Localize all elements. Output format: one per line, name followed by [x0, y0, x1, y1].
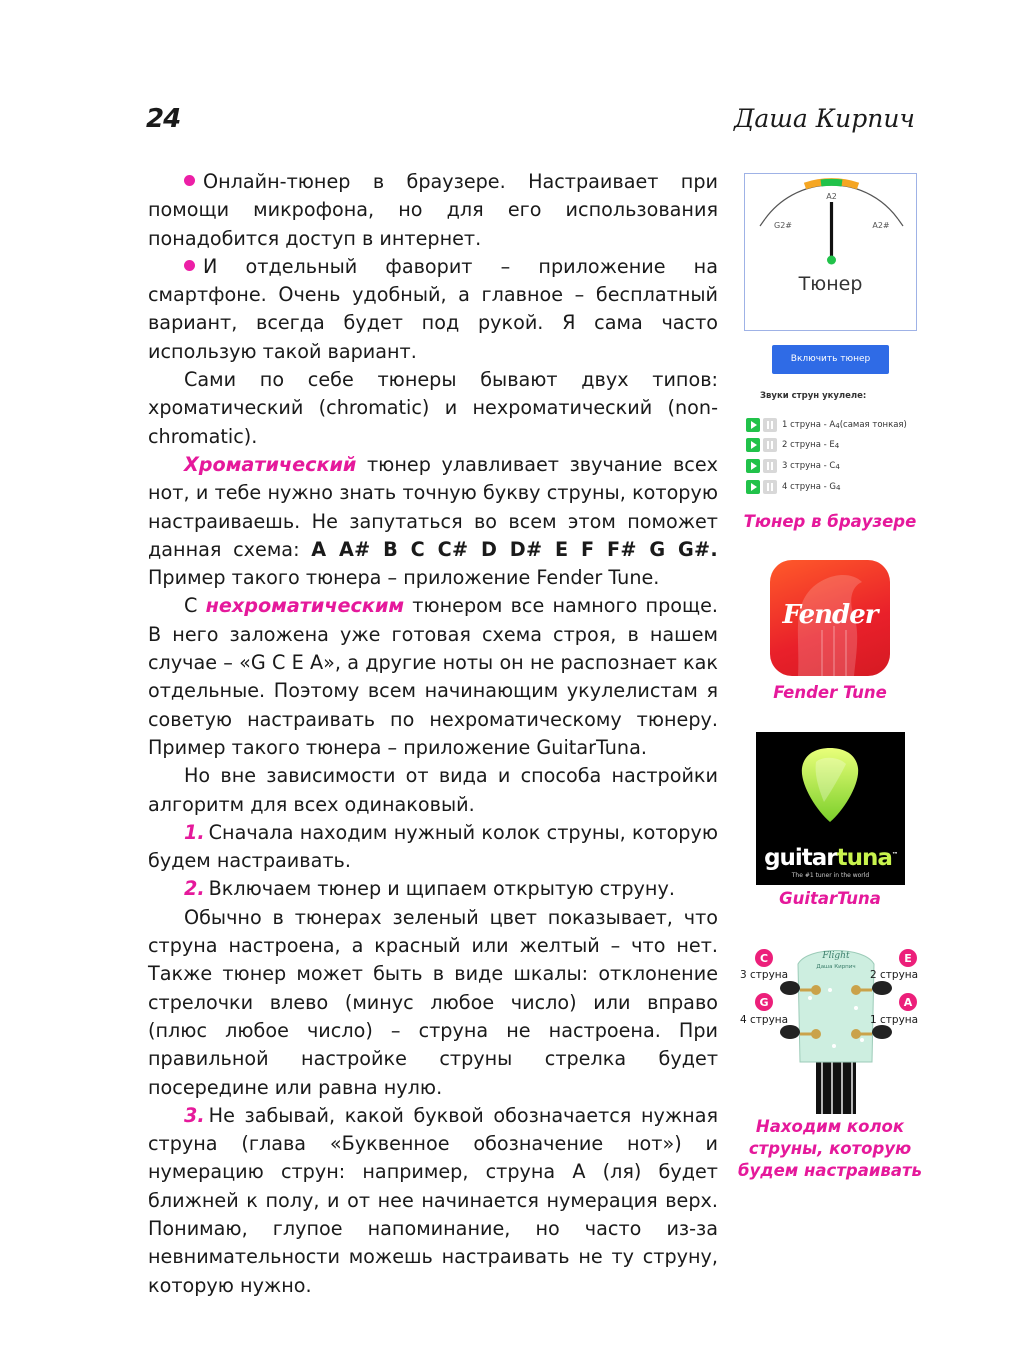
- page-number: 24: [146, 104, 181, 134]
- paragraph-nonchromatic: С нехроматическим тюнером все намного проще. В него заложена уже готовая схема строя, в нашем случае – «G C E A», а другие ноты он не распознает как отдельные. Поэтому всем начинающим укулелистам я советую настраивать по нехроматическому тюнеру. Пример такого тюнера – приложение GuitarTuna.: [148, 594, 718, 759]
- main-text: [148, 168, 718, 1300]
- step-number: 1.: [184, 820, 205, 844]
- pause-icon[interactable]: [763, 480, 777, 494]
- tuner-left-note: G2#: [774, 221, 792, 230]
- guitar-pick-icon: [756, 732, 905, 842]
- paragraph-algorithm: Но вне зависимости от вида и способа настройки алгоритм для всех одинаковый.: [148, 764, 718, 816]
- bullet-item-browser-tuner: Онлайн-тюнер в браузере. Настраивает при помощи микрофона, но для его использования понадобится доступ в интернет.: [148, 170, 718, 250]
- step-number: 3.: [184, 1103, 205, 1127]
- peg-label-3: 3 струна: [740, 969, 789, 981]
- caption-headstock: Находим колок струны, которую будем настраивать: [738, 1117, 922, 1180]
- guitartuna-tagline: The #1 tuner in the world: [791, 872, 870, 879]
- step-3: 3. Не забывай, какой буквой обозначается нужная струна (глава «Буквенное обозначение нот») и нумерацию струн: например, струна A (ля) будет ближней к полу, и от нее начинается нумерация верх. Понимаю, глупое напоминание, но часто из-за невнимательности можешь настраивать не ту струну, которую нужно.: [148, 1103, 718, 1297]
- bullet-icon: [184, 260, 195, 271]
- play-icon[interactable]: [746, 480, 760, 494]
- guitartuna-logo: guitartuna™: [764, 845, 897, 871]
- enable-tuner-button[interactable]: Включить тюнер: [772, 345, 889, 374]
- svg-text:G: G: [759, 996, 769, 1009]
- strings-title: Звуки струн укулеле:: [760, 391, 867, 401]
- string-row-1: 1 струна - A 4 (самая тонкая): [746, 417, 907, 433]
- paragraph-tuner-colors: Обычно в тюнерах зеленый цвет показывает, что струна настроена, а красный или желтый – что нет. Также тюнер может быть в виде шкалы: отклонение стрелочки влево (минус любое число) или вправо (плюс любое число) – струна не настроена. При правильной настройке струны стрелка будет посередине или равна нулю.: [148, 905, 718, 1099]
- caption-browser-tuner: Тюнер в браузере: [743, 512, 917, 531]
- string-row-4: 4 струна - G 4: [746, 479, 841, 495]
- paragraph-chromatic: Хроматический тюнер улавливает звучание всех нот, и тебе нужно знать точную букву струны, которую настраиваешь. Не запутаться во всем этом поможет данная схема: A A# B C C# D D# E F F# G G#. Пример такого тюнера – приложение Fender Tune.: [148, 452, 718, 590]
- step-2: 2. Включаем тюнер и щипаем открытую струну.: [184, 877, 675, 901]
- step-number: 2.: [184, 877, 205, 901]
- tuner-right-note: A2#: [872, 221, 890, 230]
- svg-text:E: E: [904, 952, 912, 965]
- tuner-gauge-icon: [745, 174, 918, 274]
- paragraph-tuner-types: Сами по себе тюнеры бывают двух типов: хроматический (chromatic) и нехроматический (non-chromatic).: [148, 368, 718, 448]
- play-icon[interactable]: [746, 418, 760, 432]
- note-scheme: A A# B C C# D D# E F F# G G#.: [311, 537, 718, 561]
- tuner-label: Тюнер: [798, 273, 863, 295]
- fender-app-icon: [770, 560, 890, 676]
- running-head: Даша Кирпич: [734, 104, 915, 133]
- play-icon[interactable]: [746, 459, 760, 473]
- fender-logo: Fender: [782, 600, 878, 630]
- svg-text:A: A: [903, 996, 913, 1009]
- bullet-item-smartphone-app: И отдельный фаворит – приложение на смартфоне. Очень удобный, а главное – бесплатный вариант, всегда будет под рукой. Я сама часто использую такой вариант.: [148, 254, 718, 363]
- term-nonchromatic: нехроматическим: [205, 594, 405, 618]
- term-chromatic: Хроматический: [184, 452, 357, 476]
- pause-icon[interactable]: [763, 459, 777, 473]
- guitartuna-app-icon: [756, 732, 905, 885]
- headstock-brand: Flight: [822, 951, 850, 961]
- tuner-center-note: A2: [826, 192, 837, 201]
- peg-label-4: 4 струна: [740, 1014, 789, 1026]
- pause-icon[interactable]: [763, 418, 777, 432]
- headstock-model: Даша Кирпич: [816, 964, 856, 970]
- string-row-2: 2 струна - E 4: [746, 437, 839, 453]
- step-1: 1. Сначала находим нужный колок струны, которую будем настраивать.: [148, 820, 718, 873]
- ukulele-headstock-figure: [738, 938, 928, 1114]
- browser-tuner-figure: [744, 173, 917, 331]
- ukulele-headstock-icon: [738, 938, 928, 1114]
- peg-label-1: 1 струна: [870, 1014, 919, 1026]
- pause-icon[interactable]: [763, 438, 777, 452]
- play-icon[interactable]: [746, 438, 760, 452]
- string-row-3: 3 струна - C 4: [746, 458, 840, 474]
- caption-guitartuna: GuitarTuna: [779, 889, 881, 908]
- svg-text:C: C: [759, 952, 769, 965]
- peg-label-2: 2 струна: [870, 969, 919, 981]
- bullet-icon: [184, 175, 195, 186]
- caption-fender-tune: Fender Tune: [773, 683, 887, 702]
